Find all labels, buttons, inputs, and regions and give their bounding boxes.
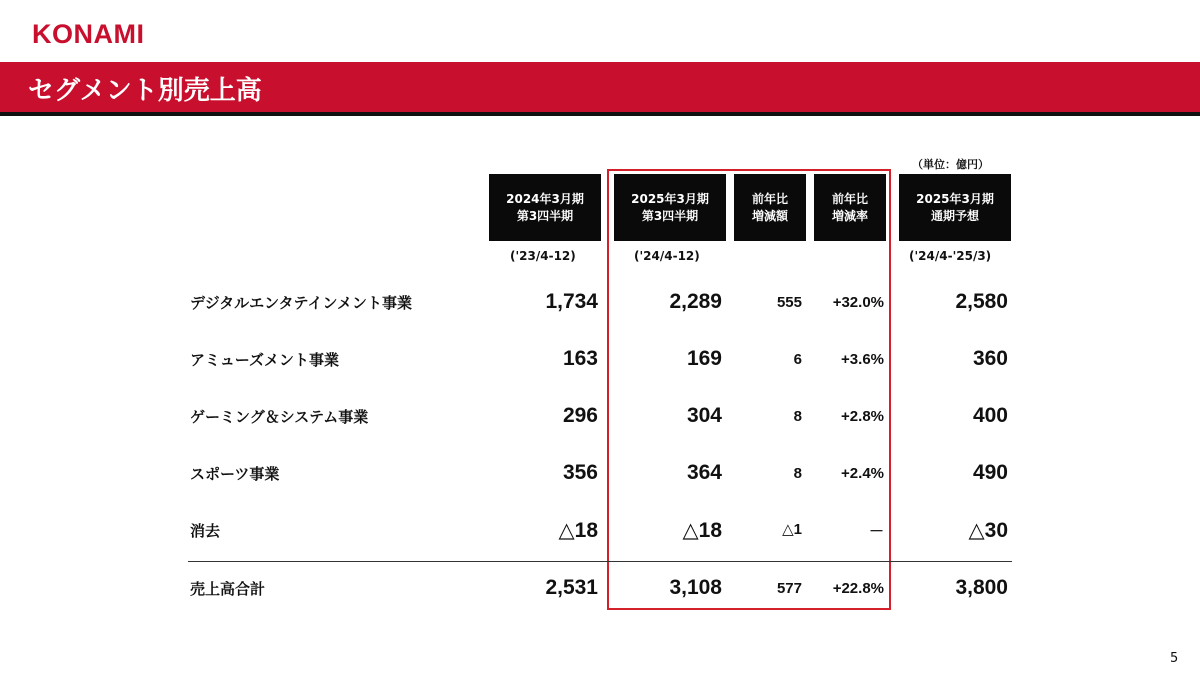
cell: 8: [793, 408, 802, 425]
header-line1: 2024年3月期: [506, 191, 584, 206]
header-line1: 前年比: [751, 191, 788, 206]
cell: 296: [562, 404, 598, 427]
title-bar: [0, 62, 1200, 116]
cell: 360: [972, 347, 1008, 370]
cell: 163: [562, 347, 598, 370]
header-line1: 2025年3月期: [631, 191, 709, 206]
cell: 3,800: [955, 576, 1008, 599]
cell: 1,734: [545, 290, 598, 313]
cell: 169: [686, 347, 722, 370]
header-col-full-year-forecast: [899, 174, 1011, 241]
row-label-amusement: アミューズメント事業: [190, 351, 339, 369]
period-forecast: ('24/4-'25/3): [909, 249, 992, 263]
cell: +3.6%: [841, 351, 884, 368]
cell: △18: [682, 519, 722, 542]
cell: 577: [776, 580, 802, 597]
cell: 2,580: [955, 290, 1008, 313]
cell: －: [868, 523, 884, 540]
header-line2: 増減率: [831, 208, 868, 223]
cell: 400: [972, 404, 1008, 427]
header-line2: 増減額: [751, 208, 788, 223]
cell: +2.4%: [841, 465, 884, 482]
cell: 6: [793, 351, 802, 368]
cell: 356: [562, 461, 598, 484]
header-line1: 2025年3月期: [916, 191, 994, 206]
row-label-digital-entertainment: デジタルエンタテインメント事業: [190, 294, 413, 312]
cell: 3,108: [669, 576, 722, 599]
row-label-gaming-systems: ゲーミング＆システム事業: [190, 408, 369, 426]
cell: 304: [686, 404, 722, 427]
header-line2: 第3四半期: [516, 208, 574, 223]
cell: 364: [686, 461, 722, 484]
cell: 2,531: [545, 576, 598, 599]
current-period-highlight: [607, 169, 891, 610]
unit-label: （単位：億円）: [912, 158, 989, 171]
cell: 555: [776, 294, 802, 311]
cell: △18: [558, 519, 598, 542]
row-label-eliminations: 消去: [190, 522, 221, 540]
header-line2: 第3四半期: [641, 208, 699, 223]
cell: 2,289: [669, 290, 722, 313]
page-number: 5: [1170, 651, 1179, 666]
konami-logo: KONAMI: [32, 19, 145, 49]
row-label-total-sales: 売上高合計: [190, 580, 266, 598]
period-curr: ('24/4-12): [634, 249, 700, 263]
header-line1: 前年比: [831, 191, 868, 206]
cell: +2.8%: [841, 408, 884, 425]
cell: △1: [782, 521, 802, 538]
cell: △30: [968, 519, 1008, 542]
slide-title: セグメント別売上高: [28, 76, 262, 106]
header-line2: 通期予想: [930, 208, 979, 223]
total-divider: [188, 561, 1012, 562]
period-prev: ('23/4-12): [510, 249, 576, 263]
cell: +22.8%: [832, 580, 884, 597]
row-label-sports: スポーツ事業: [190, 465, 280, 483]
cell: +32.0%: [832, 294, 884, 311]
cell: 490: [972, 461, 1008, 484]
header-col-prev-q3: [489, 174, 601, 241]
cell: 8: [793, 465, 802, 482]
